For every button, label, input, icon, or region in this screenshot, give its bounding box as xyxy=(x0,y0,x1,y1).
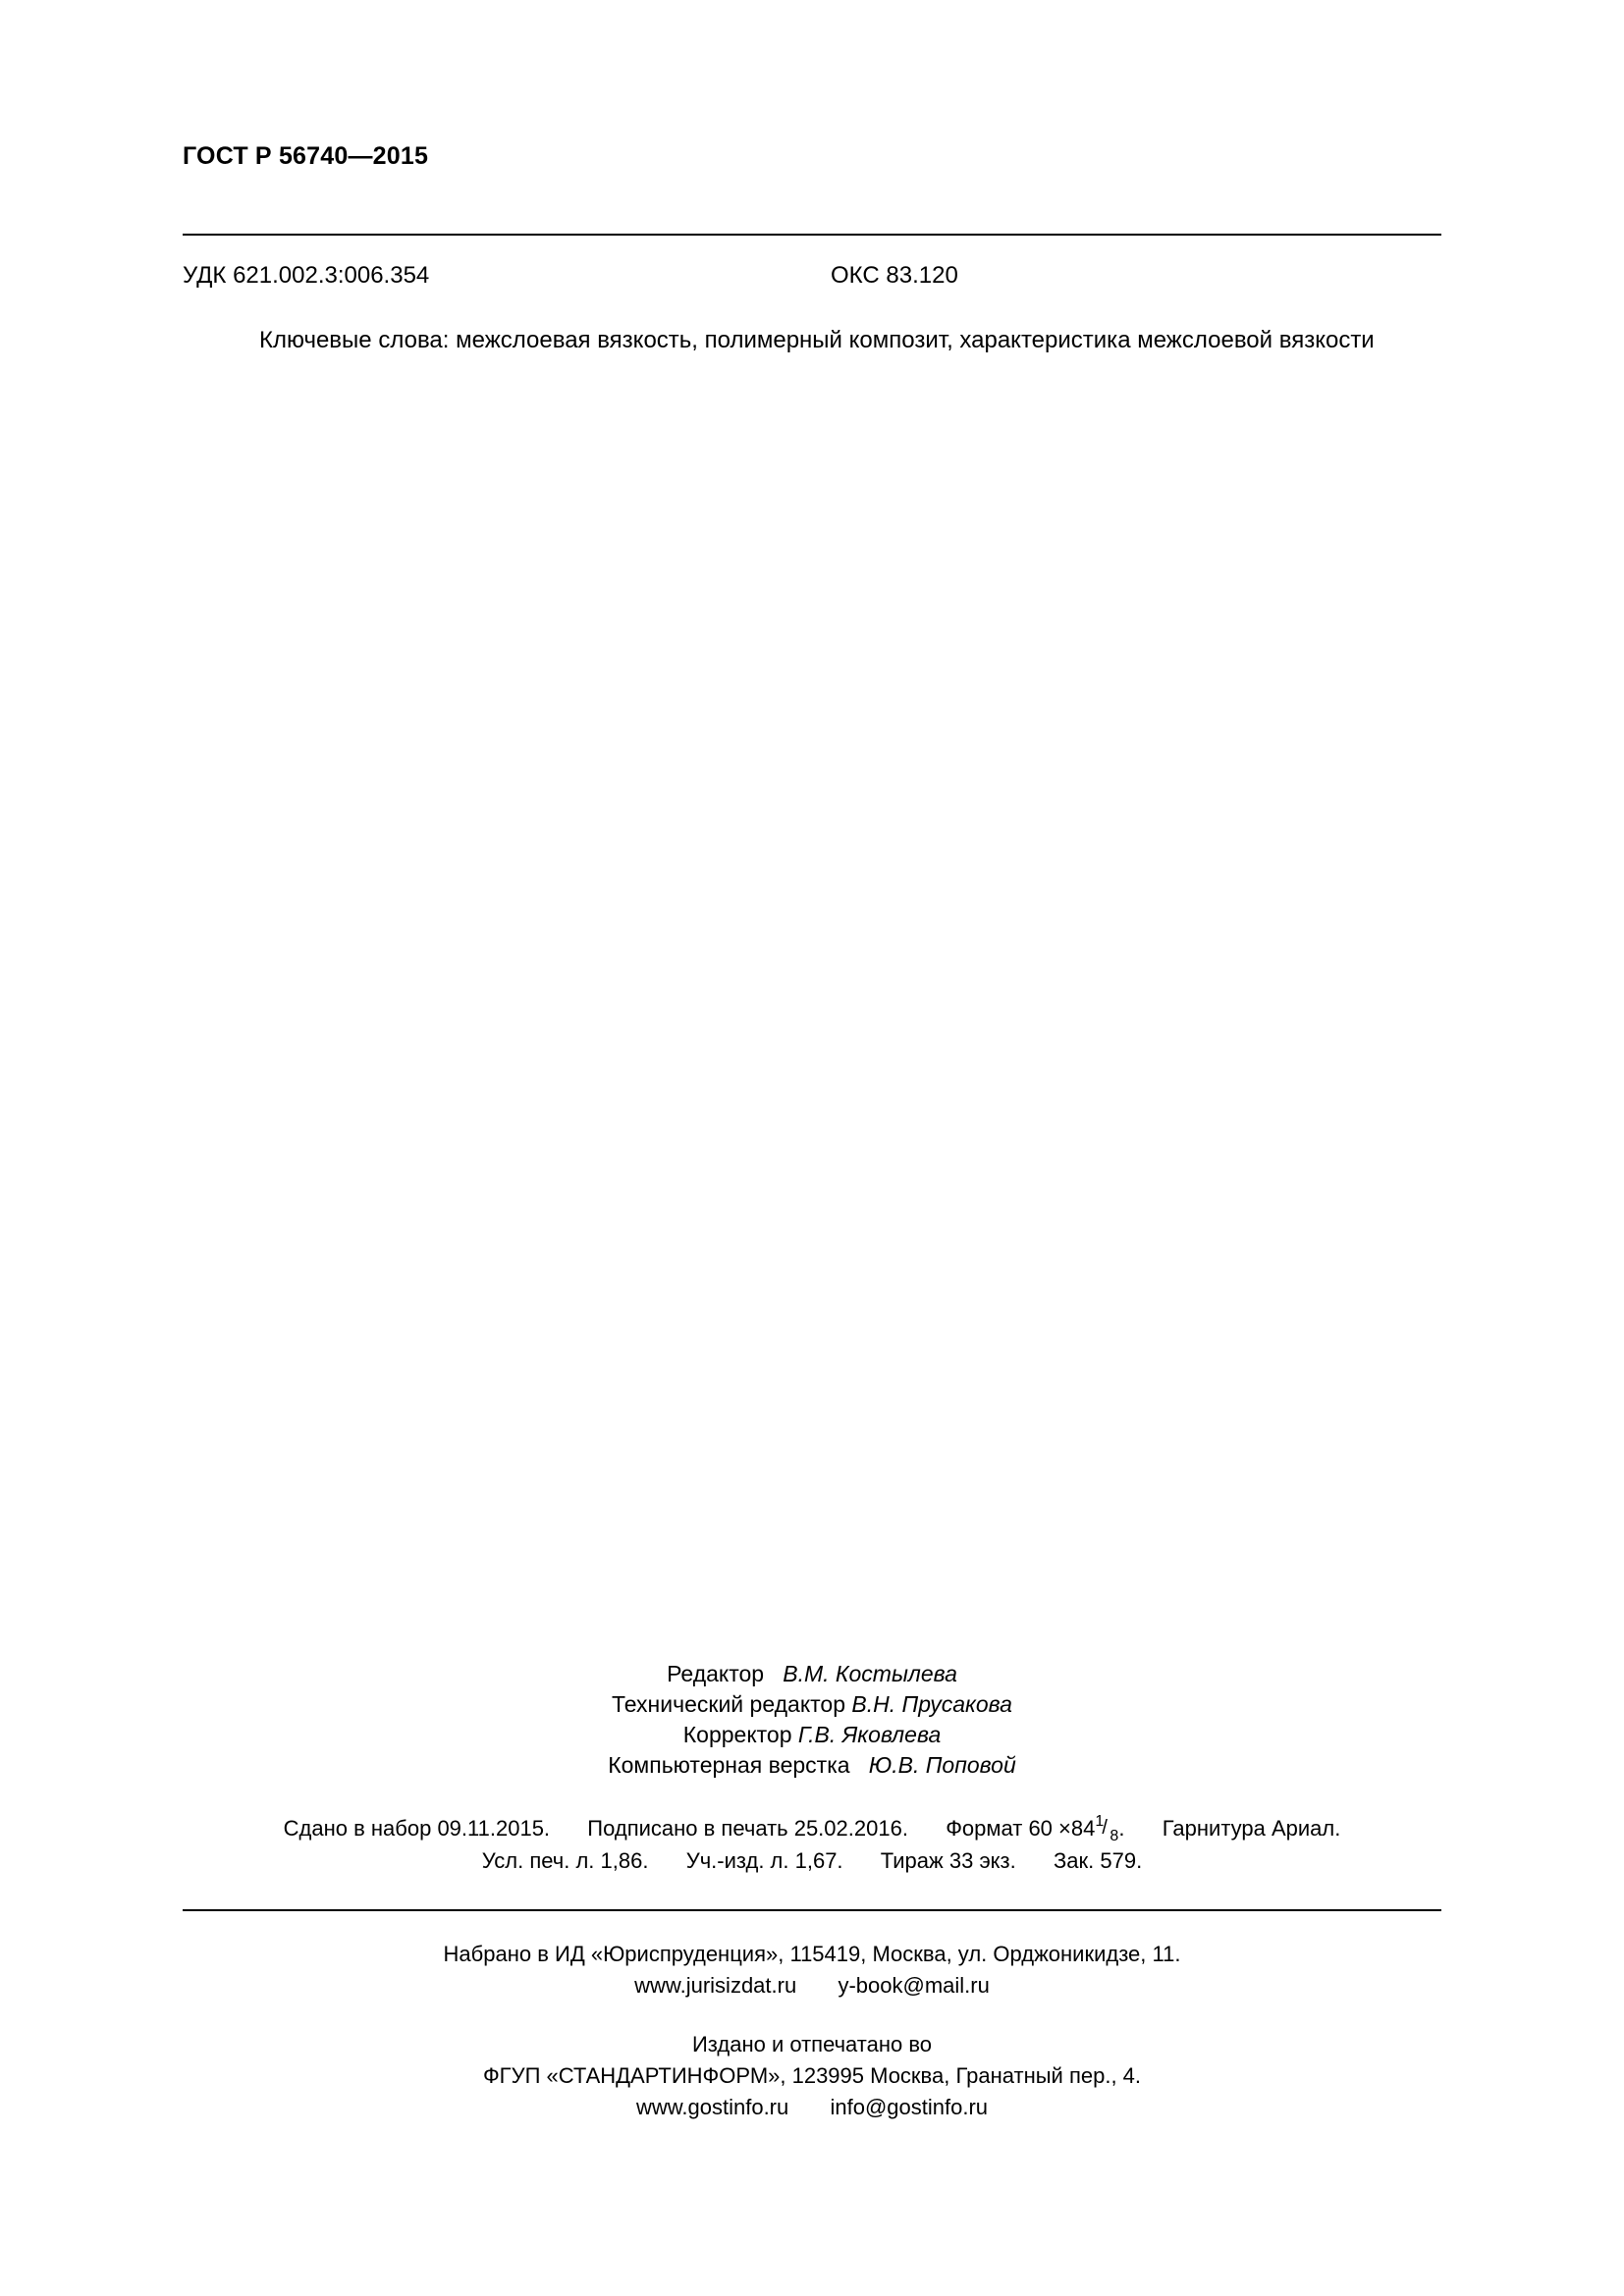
format-denominator: 8 xyxy=(1110,1828,1119,1844)
print-data-line-1 xyxy=(0,1812,1624,1844)
website-jurisizdat[interactable]: www.jurisizdat.ru xyxy=(634,1973,797,1998)
typeface: Гарнитура Ариал. xyxy=(1162,1816,1341,1841)
format-slash: / xyxy=(1102,1817,1108,1839)
format-label: Формат 60 ×84 xyxy=(946,1816,1096,1841)
credits-editor xyxy=(0,1659,1624,1689)
classification-row xyxy=(183,262,1441,290)
keywords-paragraph xyxy=(183,324,1443,357)
publisher-line: ФГУП «СТАНДАРТИНФОРМ», 123995 Москва, Гранатный пер., 4. xyxy=(482,2063,1142,2088)
printed-sheets: Усл. печ. л. 1,86. xyxy=(481,1848,649,1873)
layout-name: Ю.В. Поповой xyxy=(868,1752,1016,1778)
layout-role: Компьютерная верстка xyxy=(608,1752,850,1778)
email-jurisizdat[interactable]: y-book@mail.ru xyxy=(838,1973,990,1998)
website-gostinfo[interactable]: www.gostinfo.ru xyxy=(635,2095,789,2119)
typeset-by: Набрано в ИД «Юриспруденция», 115419, Москва, ул. Орджоникидзе, 11. xyxy=(443,1942,1181,1966)
typeset-date: Сдано в набор 09.11.2015. xyxy=(283,1816,551,1841)
imprint-contacts-1 xyxy=(0,1970,1624,2002)
tech-editor-role: Технический редактор xyxy=(612,1691,846,1717)
tech-editor-name: В.Н. Прусакова xyxy=(851,1691,1012,1717)
format-fraction xyxy=(1095,1813,1119,1844)
page-title: ГОСТ Р 56740—2015 xyxy=(183,142,429,170)
credits-tech-editor xyxy=(0,1689,1624,1720)
editor-role: Редактор xyxy=(667,1661,765,1686)
corrector-role: Корректор xyxy=(682,1722,792,1747)
order-number: Зак. 579. xyxy=(1054,1848,1143,1873)
editor-name: В.М. Костылева xyxy=(783,1661,957,1686)
udk-code: УДК 621.002.3:006.354 xyxy=(183,262,430,289)
print-date: Подписано в печать 25.02.2016. xyxy=(587,1816,908,1841)
format-numerator: 1 xyxy=(1095,1813,1105,1830)
oks-code: ОКС 83.120 xyxy=(831,262,958,289)
imprint-contacts-2 xyxy=(0,2092,1624,2123)
published-line: Издано и отпечатано во xyxy=(691,2032,933,2056)
print-data-line-2 xyxy=(0,1844,1624,1877)
circulation: Тираж 33 экз. xyxy=(880,1848,1016,1873)
corrector-name: Г.В. Яковлева xyxy=(797,1722,942,1747)
format-period: . xyxy=(1118,1816,1125,1841)
published-sheets: Уч.-изд. л. 1,67. xyxy=(685,1848,843,1873)
credits-block xyxy=(0,1659,1624,1781)
email-gostinfo[interactable]: info@gostinfo.ru xyxy=(830,2095,989,2119)
footer-divider xyxy=(183,1909,1441,1911)
header-divider xyxy=(183,234,1441,236)
credits-corrector xyxy=(0,1720,1624,1750)
print-data-block xyxy=(0,1812,1624,1877)
keywords-text: Ключевые слова: межслоевая вязкость, полимерный композит, характеристика межслоевой вязкости xyxy=(259,327,1375,353)
imprint-block xyxy=(0,1939,1624,2123)
credits-layout xyxy=(0,1750,1624,1781)
